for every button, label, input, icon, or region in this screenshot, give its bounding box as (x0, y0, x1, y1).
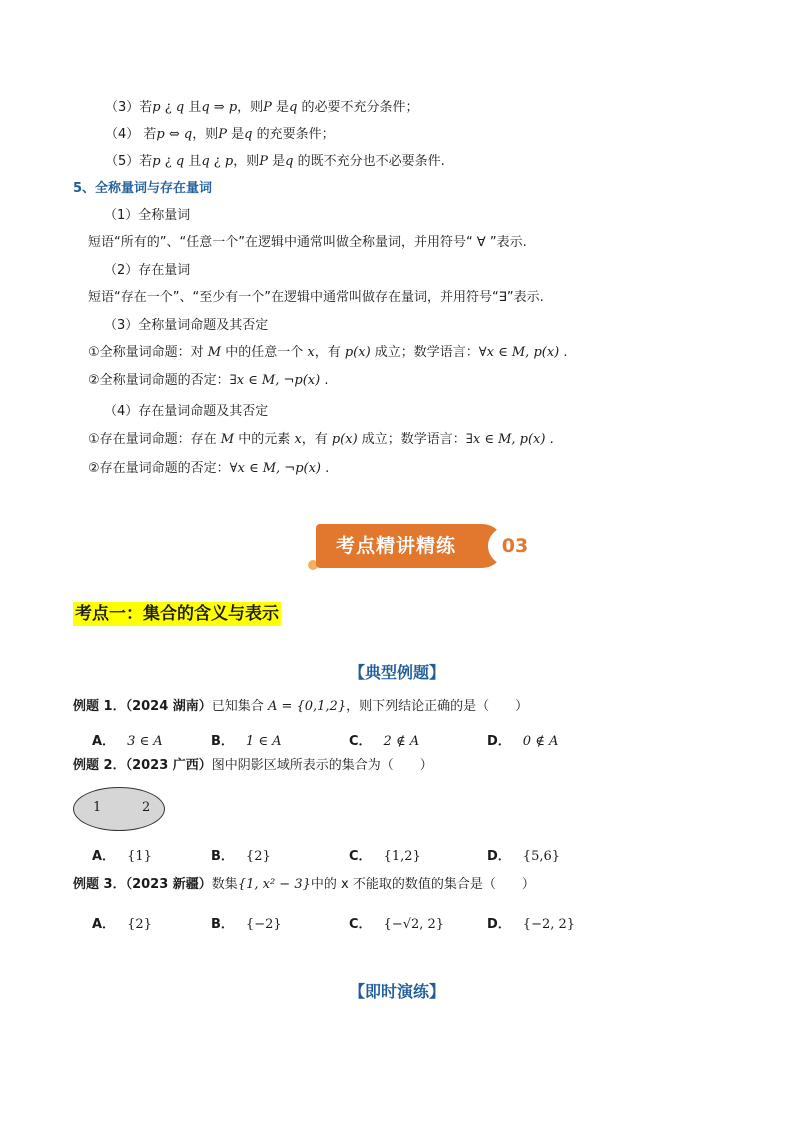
example-1-option-d[interactable]: D． 0 ∉ A (487, 734, 559, 749)
universal-negation: ②全称量词命题的否定：∃x ∈ M, ¬p(x) . (88, 373, 329, 388)
condition-4: （4） 若p ⇔ q，则P 是q 的充要条件； (105, 127, 335, 142)
kaodian-title: 考点一：集合的含义与表示 (75, 604, 279, 624)
example-2-option-a[interactable]: A． {1} (92, 849, 152, 864)
example-2-stem: 例题 2．（2023 广西）图中阴影区域所表示的集合为（ ） (73, 758, 433, 773)
practice-title: 【即时演练】 (348, 982, 445, 1001)
example-1-option-c[interactable]: C． 2 ∉ A (349, 734, 420, 749)
condition-3: （3）若p ¿ q 且q ⇒ p，则P 是q 的必要不充分条件； (105, 100, 419, 115)
example-2-option-c[interactable]: C． {1,2} (349, 849, 421, 864)
diagram-element-2: 2 (142, 800, 151, 815)
existential-title: （2）存在量词 (104, 263, 191, 278)
example-2-option-b[interactable]: B． {2} (211, 849, 271, 864)
existential-proposition: ①存在量词命题：存在 M 中的元素 x，有 p(x) 成立；数学语言：∃x ∈ M, p(x) . (88, 432, 554, 447)
example-3-option-b[interactable]: B． {−2} (211, 917, 282, 932)
section-banner (316, 524, 504, 568)
example-3-stem: 例题 3．（2023 新疆）数集{1, x² − 3}中的 x 不能取的数值的集合是（ ） (73, 877, 535, 892)
example-1-option-b[interactable]: B． 1 ∈ A (211, 734, 282, 749)
typical-examples-title: 【典型例题】 (348, 663, 445, 682)
example-1-stem: 例题 1．（2024 湖南）已知集合 A = {0,1,2}，则下列结论正确的是（ ） (73, 699, 529, 714)
banner-number: 03 (501, 535, 529, 557)
shaded-set-diagram (73, 787, 165, 831)
existential-proposition-title: （4）存在量词命题及其否定 (104, 404, 269, 419)
example-2-option-d[interactable]: D． {5,6} (487, 849, 561, 864)
quantifier-heading: 5、全称量词与存在量词 (73, 181, 213, 196)
example-1-option-a[interactable]: A． 3 ∈ A (92, 734, 163, 749)
existential-text: 短语“存在一个”、“至少有一个”在逻辑中通常叫做存在量词，并用符号“∃”表示. (88, 290, 544, 305)
universal-text: 短语“所有的”、“任意一个”在逻辑中通常叫做全称量词，并用符号“ ∀ ”表示. (88, 235, 527, 250)
condition-5: （5）若p ¿ q 且q ¿ p，则P 是q 的既不充分也不必要条件. (105, 154, 445, 169)
example-3-option-d[interactable]: D． {−2, 2} (487, 917, 576, 932)
diagram-element-1: 1 (93, 800, 102, 815)
example-3-option-a[interactable]: A． {2} (92, 917, 152, 932)
universal-proposition-title: （3）全称量词命题及其否定 (104, 318, 269, 333)
banner-title: 考点精讲精练 (335, 535, 456, 557)
existential-negation: ②存在量词命题的否定：∀x ∈ M, ¬p(x) . (88, 461, 330, 476)
universal-title: （1）全称量词 (104, 208, 191, 223)
universal-proposition: ①全称量词命题：对 M 中的任意一个 x，有 p(x) 成立；数学语言：∀x ∈ M, p(x) . (88, 345, 568, 360)
example-3-option-c[interactable]: C． {−√2, 2} (349, 917, 445, 932)
